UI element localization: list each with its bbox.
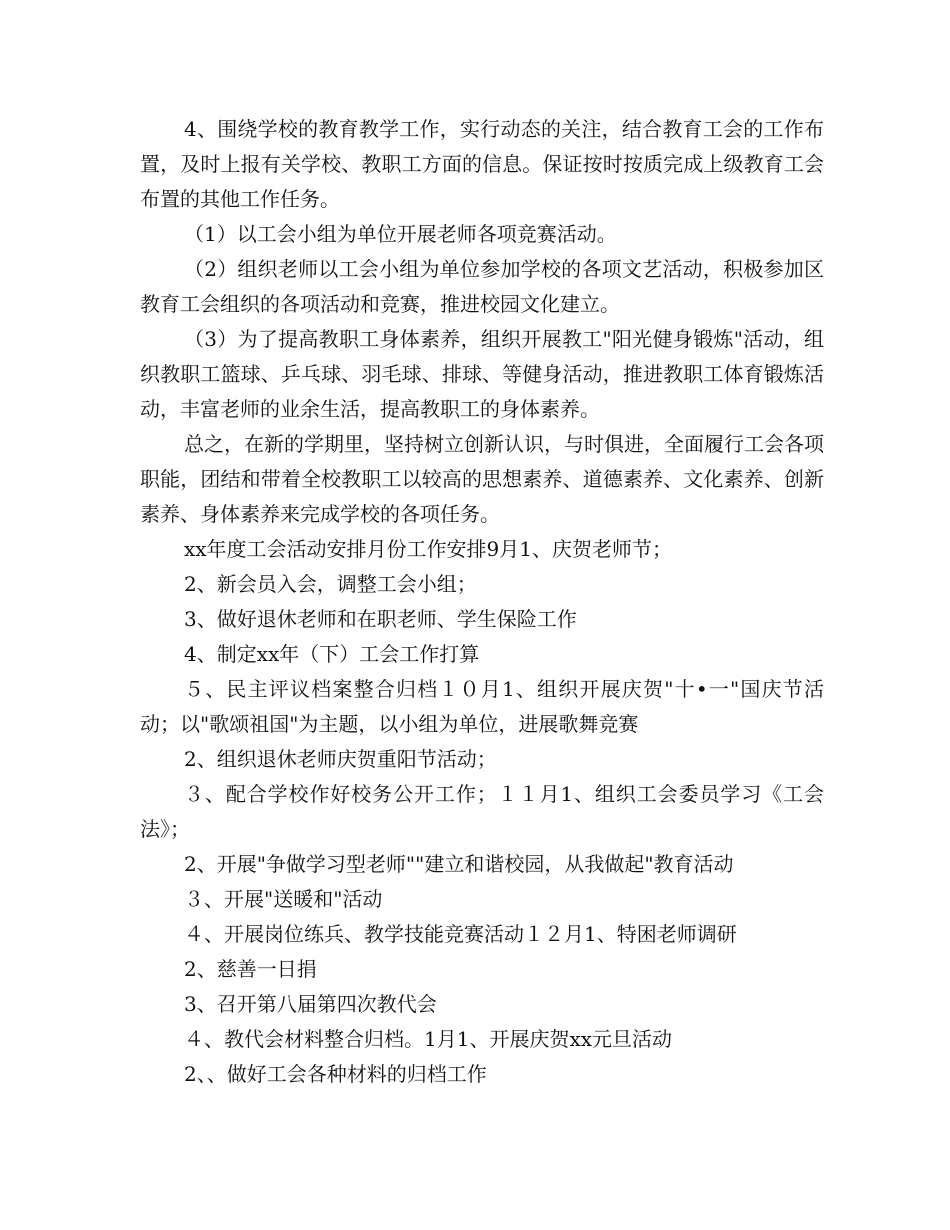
paragraph: 3、召开第八届第四次教代会 — [184, 992, 437, 1016]
paragraph: ４、开展岗位练兵、教学技能竞赛活动１２月1、特困老师调研 — [184, 922, 737, 946]
paragraph: 4、围绕学校的教育教学工作，实行动态的关注，结合教育工会的工作布置，及时上报有关学校、教职工方面的信息。保证按时按质完成上级教育工会布置的其他工作任务。 — [140, 117, 824, 211]
paragraph: ４、教代会材料整合归档。1月1、开展庆贺xx元旦活动 — [184, 1027, 673, 1051]
paragraph: xx年度工会活动安排月份工作安排9月1、庆贺老师节； — [184, 537, 673, 561]
paragraph: ３、配合学校作好校务公开工作；１１月1、组织工会委员学习《工会法》； — [140, 782, 824, 841]
paragraph: ５、民主评议档案整合归档１０月1、组织开展庆贺"十•一"国庆节活动；以"歌颂祖国"为主题，以小组为单位，进展歌舞竞赛 — [140, 677, 824, 736]
paragraph: 3、做好退休老师和在职老师、学生保险工作 — [184, 607, 577, 631]
paragraph: （1）以工会小组为单位开展老师各项竞赛活动。 — [184, 222, 617, 246]
paragraph: ３、开展"送暖和"活动 — [184, 887, 383, 911]
paragraph: 2、、做好工会各种材料的归档工作 — [184, 1062, 487, 1086]
paragraph: 2、慈善一日捐 — [184, 957, 317, 981]
document-body — [140, 112, 824, 1092]
paragraph: （2）组织老师以工会小组为单位参加学校的各项文艺活动，积极参加区教育工会组织的各项活动和竞赛，推进校园文化建立。 — [140, 257, 824, 316]
paragraph: 2、组织退休老师庆贺重阳节活动； — [184, 747, 497, 771]
paragraph: （3）为了提高教职工身体素养，组织开展教工"阳光健身锻炼"活动，组织教职工篮球、乒乓球、羽毛球、排球、等健身活动，推进教职工体育锻炼活动，丰富老师的业余生活，提高教职工的身体素养。 — [140, 327, 824, 421]
paragraph: 4、制定xx年（下）工会工作打算 — [184, 642, 480, 666]
paragraph: 2、开展"争做学习型老师""建立和谐校园，从我做起"教育活动 — [184, 852, 734, 876]
paragraph: 2、新会员入会，调整工会小组； — [184, 572, 477, 596]
paragraph: 总之，在新的学期里，坚持树立创新认识，与时俱进，全面履行工会各项职能，团结和带着全校教职工以较高的思想素养、道德素养、文化素养、创新素养、身体素养来完成学校的各项任务。 — [140, 432, 824, 526]
